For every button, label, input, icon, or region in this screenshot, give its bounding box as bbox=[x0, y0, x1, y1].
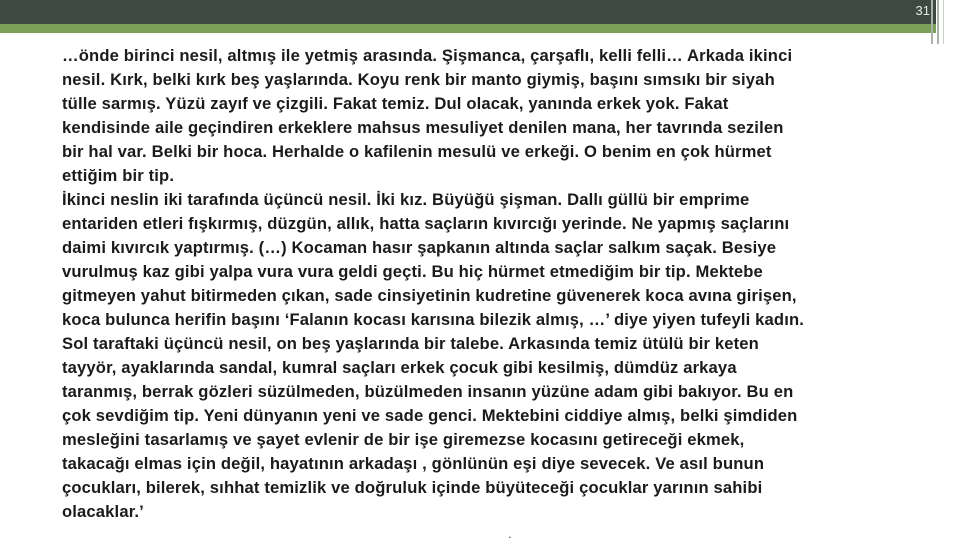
text-line: çocukları, bilerek, sıhhat temizlik ve doğruluk içinde büyüteceği çocuklar yarının sahibi bbox=[62, 478, 763, 497]
text-line: olacaklar.’ bbox=[62, 502, 144, 521]
text-line: tayyör, ayaklarında sandal, kumral saçları erkek çocuk gibi kesilmiş, dümdüz arkaya bbox=[62, 358, 737, 377]
text-line: taranmış, berrak gözleri süzülmeden, büzülmeden insanın yüzüne adam gibi bakıyor. Bu en bbox=[62, 382, 794, 401]
text-line: nesil. Kırk, belki kırk beş yaşlarında. Koyu renk bir manto giymiş, başını sımsıkı bir siyah bbox=[62, 70, 775, 89]
text-line: ettiğim bir tip. bbox=[62, 166, 175, 185]
text-line: Sol taraftaki üçüncü nesil, on beş yaşlarında bir talebe. Arkasında temiz ütülü bir keten bbox=[62, 334, 759, 353]
text-line: bir hal var. Belki bir hoca. Herhalde o kafilenin mesulü ve erkeği. O benim en çok hürmet bbox=[62, 142, 772, 161]
text-line: kendisinde aile geçindiren erkeklere mahsus mesuliyet denilen mana, her tavrında sezilen bbox=[62, 118, 784, 137]
text-line: İkinci neslin iki tarafında üçüncü nesil. İki kız. Büyüğü şişman. Dallı güllü bir emprime bbox=[62, 190, 750, 209]
text-line: gitmeyen yahut bitirmeden çıkan, sade cinsiyetinin kudretine güvenerek koca avına girişen, bbox=[62, 286, 797, 305]
text-line: daimi kıvırcık yaptırmış. (…) Kocaman hasır şapkanın altında saçlar salkım saçak. Besiye bbox=[62, 238, 777, 257]
header-accent-stripe bbox=[0, 24, 936, 33]
text-line: entariden etleri fışkırmış, düzgün, allık, hatta saçların kıvırcığı yerinde. Ne yapmış saçlarını bbox=[62, 214, 790, 233]
corner-rule bbox=[937, 0, 939, 44]
header-band bbox=[0, 0, 936, 24]
footer-mark: . bbox=[508, 526, 512, 540]
text-line: çok sevdiğim tip. Yeni dünyanın yeni ve sade genci. Mektebini ciddiye almış, belki şimdiden bbox=[62, 406, 798, 425]
body-paragraph bbox=[62, 44, 950, 524]
corner-rule bbox=[943, 0, 944, 44]
text-line: vurulmuş kaz gibi yalpa vura vura geldi geçti. Bu hiç hürmet etmediğim bir tip. Mektebe bbox=[62, 262, 763, 281]
text-line: koca bulunca herifin başını ‘Falanın kocası karısına bilezik almış, …’ diye yiyen tufeyli kadın. bbox=[62, 310, 805, 329]
page-number: 31 bbox=[915, 3, 930, 18]
text-line: tülle sarmış. Yüzü zayıf ve çizgili. Fakat temiz. Dul olacak, yanında erkek yok. Fakat bbox=[62, 94, 729, 113]
text-line: mesleğini tasarlamış ve şayet evlenir de bir işe giremezse kocasını getireceği ekmek, bbox=[62, 430, 745, 449]
text-line: takacağı elmas için değil, hayatının arkadaşı , gönlünün eşi diye sevecek. Ve asıl bunun bbox=[62, 454, 765, 473]
corner-rule bbox=[931, 0, 933, 44]
text-line: …önde birinci nesil, altmış ile yetmiş arasında. Şişmanca, çarşaflı, kelli felli… Arkada ikinci bbox=[62, 46, 793, 65]
